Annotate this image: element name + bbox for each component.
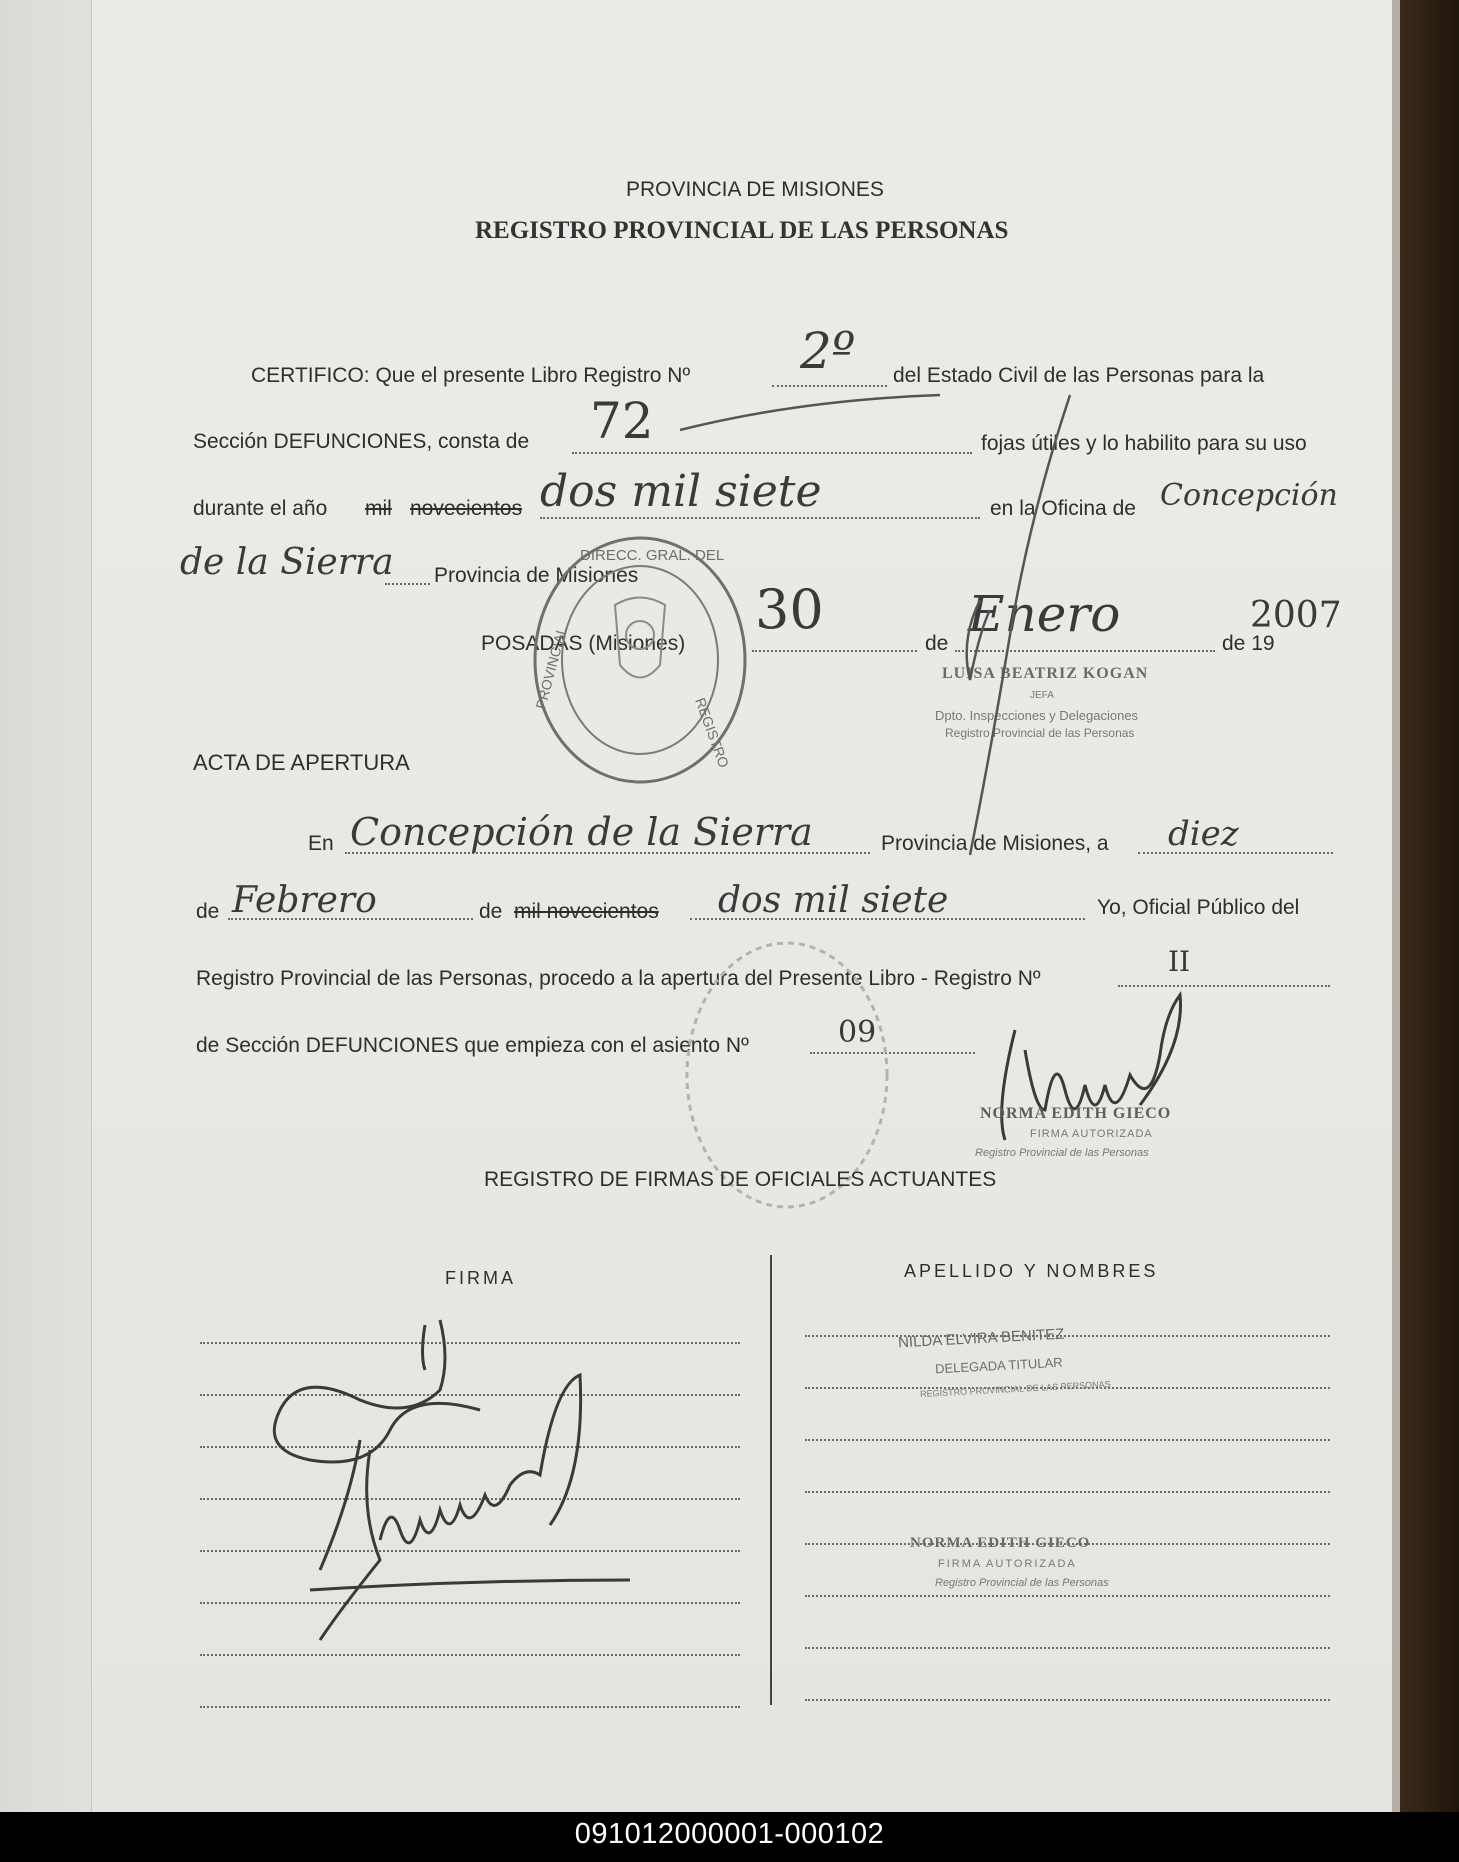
apertura-entry-handwritten: 09	[838, 1015, 877, 1050]
apertura-yo: Yo, Oficial Público del	[1097, 896, 1300, 919]
entry2-name: NORMA EDITH GIECO	[910, 1535, 1091, 1551]
svg-text:REGISTRO: REGISTRO	[692, 695, 733, 770]
gieco-stamp-registry-upper: Registro Provincial de las Personas	[975, 1147, 1149, 1159]
cert-line2-text-b: fojas útiles y lo habilito para su uso	[981, 432, 1307, 455]
nombre-row	[805, 1699, 1330, 1701]
apertura-line3: Registro Provincial de las Personas, procedo a la apertura del Presente Libro - Registro Nº	[196, 967, 1041, 990]
apertura-de-2: de	[479, 900, 503, 923]
entry1-name: NILDA ELVIRA BENITEZ	[897, 1325, 1065, 1352]
struck-word-novecientos: novecientos	[410, 497, 523, 520]
svg-text:DIRECC. GRAL. DEL: DIRECC. GRAL. DEL	[580, 547, 725, 564]
apertura-struck: mil novecientos	[514, 900, 659, 923]
apertura-en: En	[308, 832, 334, 855]
nombre-row	[805, 1491, 1330, 1493]
svg-text:PROVINCIAL: PROVINCIAL	[532, 624, 570, 711]
place-text: POSADAS (Misiones)	[481, 632, 686, 655]
province-heading: PROVINCIA DE MISIONES	[626, 178, 884, 201]
apertura-month-handwritten: Febrero	[232, 880, 377, 921]
kogan-stamp-dept: Dpto. Inspecciones y Delegaciones	[935, 708, 1139, 723]
col-nombre-header: APELLIDO Y NOMBRES	[904, 1261, 1159, 1281]
apertura-book-line	[1118, 985, 1330, 987]
entry2-registry: Registro Provincial de las Personas	[935, 1577, 1109, 1589]
kogan-stamp-registry: Registro Provincial de las Personas	[945, 726, 1135, 740]
struck-word-mil: mil	[365, 497, 392, 520]
column-divider	[770, 1255, 772, 1705]
gieco-stamp-name-upper: NORMA EDITH GIECO	[980, 1105, 1172, 1122]
cert-line3-text: durante el año	[193, 497, 328, 520]
entry1-role: DELEGADA TITULAR	[934, 1354, 1063, 1377]
apertura-de-1: de	[196, 900, 220, 923]
firma-row	[200, 1654, 740, 1656]
cert-line4-text: Provincia de Misiones	[434, 564, 639, 587]
day-handwritten: 30	[755, 578, 824, 641]
entry2-role: FIRMA AUTORIZADA	[938, 1558, 1077, 1570]
cert-line1-text: CERTIFICO: Que el presente Libro Registro Nº	[251, 364, 691, 387]
apertura-book-handwritten: II	[1168, 945, 1191, 978]
kogan-stamp-role: JEFA	[1030, 690, 1054, 701]
year-handwritten: dos mil siete	[540, 466, 822, 517]
apertura-line4: de Sección DEFUNCIONES que empieza con el asiento Nº	[196, 1034, 749, 1057]
nombre-row	[805, 1335, 1330, 1337]
apertura-title: ACTA DE APERTURA	[193, 750, 410, 775]
year-handwritten-2: 2007	[1250, 595, 1342, 636]
document-id: 091012000001-000102	[574, 1818, 885, 1850]
apertura-day-handwritten: diez	[1168, 814, 1239, 854]
nombre-row	[805, 1595, 1330, 1597]
pages-count-handwritten: 72	[590, 392, 654, 450]
office-handwritten-2: de la Sierra	[180, 542, 394, 583]
previous-page-edge	[0, 0, 92, 1812]
nombre-row	[805, 1647, 1330, 1649]
kogan-stamp-name: LUISA BEATRIZ KOGAN	[942, 665, 1149, 682]
gieco-stamp-role-upper: FIRMA AUTORIZADA	[1030, 1128, 1153, 1140]
nombre-row	[805, 1439, 1330, 1441]
firma-row	[200, 1706, 740, 1708]
city-handwritten: Concepción de la Sierra	[350, 810, 813, 854]
apertura-year-handwritten: dos mil siete	[718, 880, 949, 921]
entry1-registry: REGISTRO PROVINCIAL DE LAS PERSONAS	[919, 1379, 1111, 1399]
de-text-2: de 19	[1222, 632, 1275, 655]
cert-line1-text-b: del Estado Civil de las Personas para la	[893, 364, 1265, 387]
col-firma-header: FIRMA	[445, 1268, 516, 1288]
firmas-title: REGISTRO DE FIRMAS DE OFICIALES ACTUANTES	[484, 1168, 997, 1191]
month-handwritten: Enero	[968, 585, 1121, 643]
cert-line2-text: Sección DEFUNCIONES, consta de	[193, 430, 530, 453]
apertura-prov: Provincia de Misiones, a	[881, 832, 1109, 855]
book-cover-edge	[1400, 0, 1459, 1812]
de-text-1: de	[925, 632, 949, 655]
book-number-handwritten: 2º	[800, 322, 856, 380]
signature-2	[300, 1430, 640, 1640]
office-handwritten-1: Concepción	[1160, 478, 1338, 513]
page-binding	[1392, 0, 1400, 1812]
office-line	[385, 583, 430, 585]
overseer-signature	[680, 380, 1100, 860]
cert-line3-text-b: en la Oficina de	[990, 497, 1136, 520]
registry-heading: REGISTRO PROVINCIAL DE LAS PERSONAS	[475, 217, 1009, 244]
